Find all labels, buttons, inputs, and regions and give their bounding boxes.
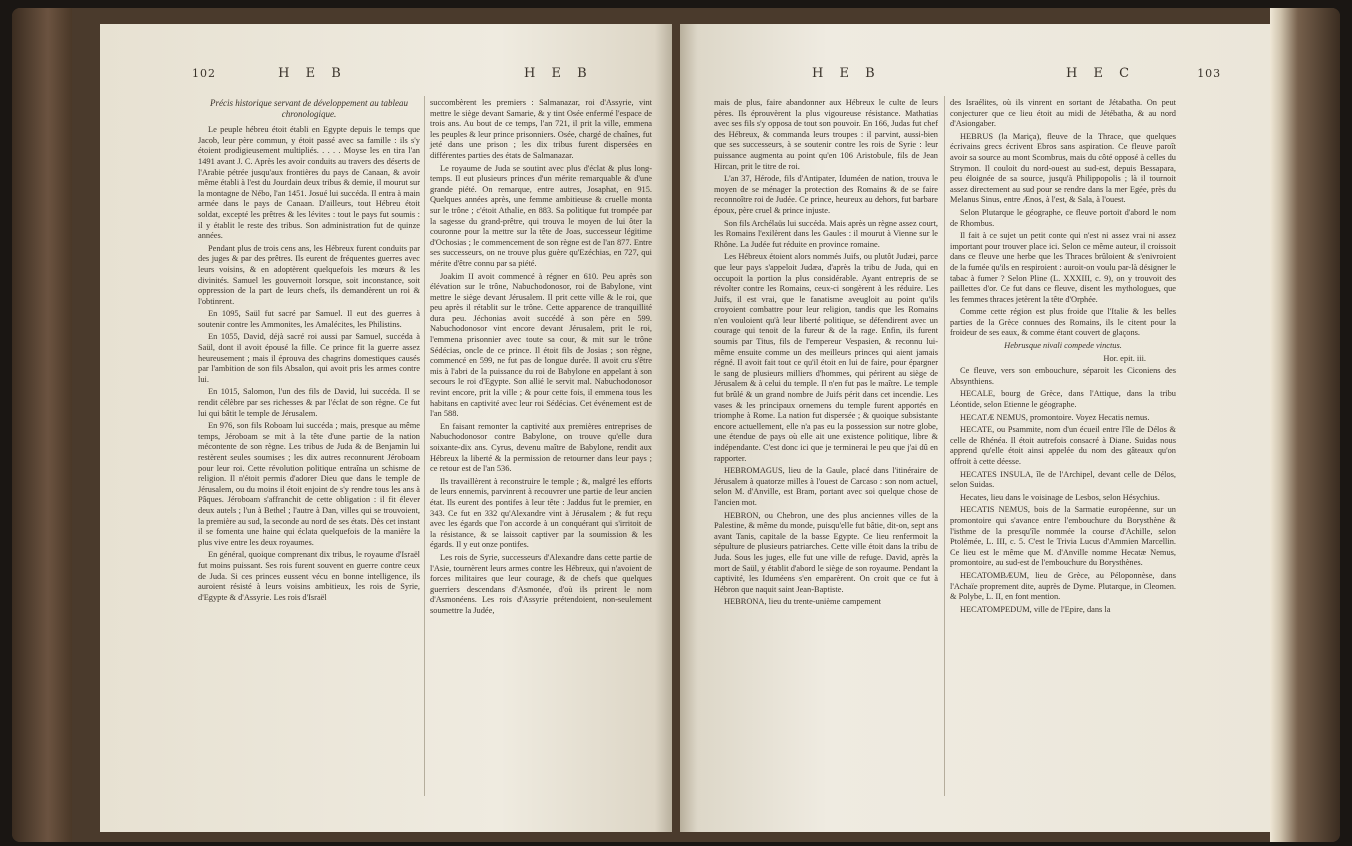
running-head: H E C — [1066, 66, 1136, 81]
running-head: H E B — [278, 66, 347, 81]
entry-hecates-insula: HECATES INSULA, île de l'Archipel, devant celle de Délos, selon Suidas. — [950, 469, 1176, 490]
paragraph: Ce fleuve, vers son embouchure, séparoit les Ciconiens des Absynthiens. — [950, 366, 1176, 386]
open-book — [12, 8, 1340, 842]
paragraph: Joakim II avoit commencé à régner en 610. Peu après son élévation sur le trône, Nabuchodonosor, roi de Babylone, vint mettre le siège devant Jérusalem. Il prit cette ville & le roi, que peu après il rétablit sur le trône. Cette apparence de tranquillité dura peu. Jéchonias avoit succédé à son père en 599. Nabuchodonosor vint encore devant Jérusalem, prit le roi, l'emmena prisonnier avec toute sa cour, & mit sur le trône Sédécias, oncle de ce prince. Il étoit fils de Josias ; son règne, commencé en 599, ne fut pas de longue durée. Il avoit cru s'être mis à l'abri de la puissance du roi de Babylone en appelant à son secours le roi d'Egypte. Son allié le servit mal. Nabuchodonosor revint encore, prit la ville ; & pour cette fois, il emmena tous les habitans en captivité avec leur roi Sédécias. Cet événement est de l'an 588. — [430, 271, 652, 419]
left-page — [100, 24, 672, 832]
entry-hecatis-nemus: HECATIS NEMUS, bois de la Sarmatie européenne, sur un promontoire qui s'avance entre l'embouchure du Borysthène & l'isthme de la presqu'île nommée la course d'Achille, selon Ptolémée, L. III, c. 5. C'est le Trivia Lucus d'Ammien Marcellin. Ce lieu est le même que M. d'Anville nomme Hecatæ Nemus, promontoire, au sud-est de l'embouchure du Borysthènes. — [950, 505, 1176, 568]
right-page — [680, 24, 1270, 832]
paragraph: mais de plus, faire abandonner aux Hébreux le culte de leurs pères. Ils éprouvèrent la plus vigoureuse résistance. Mathatias avec ses fils s'y opposa de tout son pouvoir. En 166, Judas fut chef des Hébreux, & commanda leurs troupes : il parvint, aussi-bien que ses successeurs, à se soutenir contre les rois de Syrie : leur puissance augmenta au point qu'en 106 Aristobule, fils de Jean Hircan, prit le titre de roi. — [714, 98, 938, 171]
paragraph: En 1055, David, déjà sacré roi aussi par Samuel, succéda à Saül, dont il avoit épousé la fille. Ce prince fit la guerre assez heureusement ; mais il éprouva des chagrins domestiques causés par l'ambition de son fils Absalon, qui avoit pris les armes contre lui. — [198, 332, 420, 384]
right-page-header — [1066, 66, 1221, 81]
left-page-column-1 — [198, 98, 420, 605]
verse-quote: Hebrusque nivali compede vinctus. — [1004, 341, 1122, 351]
running-head: H E B — [812, 66, 881, 81]
paragraph: Ils travaillèrent à reconstruire le temple ; &, malgré les efforts de leurs ennemis, parvinrent à recouvrer une partie de leur ancien état. Ils eurent des pontifes à leur tête : Jaddus fut le premier, en 343. Ce fut en 332 qu'Alexandre vint à Jérusalem ; & fut reçu avec les égards que l'on accorde à un conquérant qui s'irritoit de la résistance, & se laissoit captiver par la soumission & les égards. Il y eut onze pontifes. — [430, 476, 652, 550]
paragraph: Comme cette région est plus froide que l'Italie & les belles parties de la Grèce connues des Romains, ils le citent pour la froideur de ses eaux, & comme étant couvert de glaçons. — [950, 307, 1176, 338]
verse-source: Hor. epit. iii. — [1103, 353, 1146, 363]
entry-hebrus: HEBRUS (la Mariça), fleuve de la Thrace, que quelques écrivains grecs écrivent Ebros sans aspiration. Ce fleuve paroît avoir sa source au mont Scombrus, mais du côté opposé à celles du Strymon. Il couloit du nord-ouest au sud-est, depuis Bessapara, peu éloignée de sa source, jusqu'à Philippopolis ; là il tournoit assez directement au sud pour se rendre dans la mer Egée, près du Melanus Sinus, entre Ænos, à l'est, & Sala, à l'ouest. — [950, 131, 1176, 205]
paragraph: Les Hébreux étoient alors nommés Juifs, ou plutôt Judæi, parce que leur pays s'appeloit Judæa, d'après la tribu de Juda, qui en occupoit la portion la plus considérable. Ayant entrepris de se révolter contre les Romains, ceux-ci songèrent à les réduire. Les Juifs, il est vrai, que le fanatisme aveugloit au point qu'ils croyoient combattre pour leur religion, tandis que les Romains n'en vouloient qu'à leur liberté politique, se défendirent avec un courage qui tenoit de la fureur & de la rage. Enfin, ils furent soumis par Titus, fils de l'empereur Vespasien, & reconnu lui-même ensuite comme un des meilleurs princes qui aient jamais régné. Il avoit fait tout ce qu'il étoit en lui de faire, pour épargner le sang de plusieurs milliers d'hommes, qui périrent au siège de Jérusalem & à celui du temple. Il n'en fut pas le maître. Le temple fut brûlé & un grand nombre de Juifs périt dans cet incendie. Les vases & les principaux ornemens du temple furent apportés en triomphe à Rome. La nation fut dispersée ; & quoique subsistante encore actuellement, elle n'a pas eu la possession sur notre globe, une étendue de pays où elle ait une existence politique, libre & indépendante. C'est donc ici que je terminerai le peu que j'ai dû en rapporter. — [714, 252, 938, 463]
paragraph: L'an 37, Hérode, fils d'Antipater, Iduméen de nation, trouva le moyen de se ménager la protection des Romains & de se faire reconnoître roi de Judée. Ce prince, heureux au dehors, fut barbare époux, père cruel & prince injuste. — [714, 174, 938, 215]
entry-hebrona: HEBRONA, lieu du trente-unième campement — [724, 597, 881, 607]
left-page-column-2 — [430, 98, 652, 619]
paragraph: En faisant remonter la captivité aux premières entreprises de Nabuchodonosor contre Babylone, on trouve qu'elle dura soixante-dix ans. Cyrus, devenu maître de Babylone, rendit aux Hébreux la liberté & la permission de retourner dans leur pays ; ce retour est de l'an 536. — [430, 421, 652, 474]
entry-hebromagus: HEBROMAGUS, lieu de la Gaule, placé dans l'itinéraire de Jérusalem à quatorze milles à l'ouest de Carcaso : son nom actuel, selon M. d'Anville, est Bram, portant avec soi quelque chose de l'ancien mot. — [714, 466, 938, 507]
paragraph: Il fait à ce sujet un petit conte qui n'est ni assez vrai ni assez important pour trouver place ici. Selon ce même auteur, il croissoit dans ce fleuve une herbe que les Thraces brûloient & s'enivroient de la fumée qu'ils en respiroient : auroit-on voulu par-là désigner le tabac à fumer ? Selon Pline (L. XXXIII, c. 9), on y trouvoit des paillettes d'or. Ce fut dans ce fleuve, disent les mythologues, que les femmes thraces jetèrent la tête d'Orphée. — [950, 231, 1176, 304]
left-page-header — [192, 66, 347, 81]
running-head: H E B — [524, 66, 593, 81]
paragraph: Le royaume de Juda se soutint avec plus d'éclat & plus long-temps. Il eut plusieurs princes d'un mérite remarquable & d'une grande piété. On remarque, entre autres, Josaphat, en 915. Quelques années après, une femme ambitieuse & cruelle monta sur le trône ; c'étoit Athalie, en 883. Sa politique fut trompée par la sagesse du grand-prêtre, qui trouva le moyen de lui ôter la couronne pour la mettre sur la tête de Joas, successeur légitime d'Ochosias ; le commencement de son règne est de l'an 877. Entre ses successeurs, on ne trouve plus guère qu'Ezéchias, en 727, qui mérite d'être connu par sa piété. — [430, 163, 652, 268]
section-title: Précis historique servant de développement au tableau chronologique. — [210, 98, 408, 119]
paragraph: En 976, son fils Roboam lui succéda ; mais, presque au même temps, Jéroboam se mit à la tête d'une partie de la nation mécontente de son règne. Les tribus de Juda & de Benjamin lui restèrent seules soumises ; les dix autres reconnurent Jéroboam pour leur roi. Cette révolution politique entraîna un schisme de religion. Il n'étoit permis d'adorer Dieu que dans le temple de Jérusalem, ou du moins il étoit enjoint de s'y rendre tous les ans à Pâques. Jéroboam s'affranchit de cette obligation : il fit élever deux autels ; l'un à Bethel ; l'autre à Dan, villes qui se trouvoient, la première au sud, la seconde au nord de ses états. Dès cet instant il se fomenta une haine qui éclata quelquefois de la manière la plus vive entre les deux royaumes. — [198, 421, 420, 547]
paragraph: succombèrent les premiers : Salmanazar, roi d'Assyrie, vint mettre le siège devant Samarie, & y tint Osée enfermé l'espace de trois ans. Au bout de ce temps, l'an 721, il prit la ville, emmena les peuples & leur prince prisonniers. Osée, chargé de chaînes, fut jeté dans une prison ; les dix tribus furent dispersées en différentes parties des états de Salmanazar. — [430, 98, 652, 160]
entry-hecatae-nemus: HECATÆ NEMUS, promontoire. Voyez Hecatis nemus. — [960, 412, 1150, 422]
paragraph: En 1015, Salomon, l'un des fils de David, lui succéda. Il se rendit célèbre par ses richesses & par l'éclat de son règne. Ce fut lui qui bâtit le temple de Jérusalem. — [198, 387, 420, 418]
entry-hecate: HECATE, ou Psammite, nom d'un écueil entre l'île de Délos & celle de Rhénéa. Il étoit autrefois consacré à Diane. Suidas nous apprend qu'elle étoit ainsi appelée du nom des gâteaux qu'on offroit à cette déesse. — [950, 425, 1176, 466]
right-page-column-2 — [950, 98, 1176, 617]
entry-hecale: HECALE, bourg de Grèce, dans l'Attique, dans la tribu Léontide, selon Etienne le géographe. — [950, 389, 1176, 410]
book-cover-right — [1270, 8, 1340, 842]
paragraph: Pendant plus de trois cens ans, les Hébreux furent conduits par des juges & par des prêtres. Ils eurent de fréquentes guerres avec leurs voisins, & en adoptèrent quelquefois les mœurs & les divinités. Samuel les gouvernoit lorsque, soit inconstance, soit oppression de la part de leurs chefs, ils demandèrent un roi & l'obtinrent. — [198, 243, 420, 306]
paragraph: Selon Plutarque le géographe, ce fleuve portoit d'abord le nom de Rhombus. — [950, 207, 1176, 228]
entry-hecatompedum: HECATOMPEDUM, ville de l'Epire, dans la — [960, 604, 1111, 614]
paragraph: Son fils Archélaüs lui succéda. Mais après un règne assez court, les Romains l'exilèrent dans les Gaules : il mourut à Vienne sur le Rhône. La Judée fut réduite en province romaine. — [714, 218, 938, 249]
page-number: 103 — [1197, 67, 1222, 80]
column-divider — [944, 96, 945, 796]
book-cover-left — [12, 8, 72, 842]
column-divider — [424, 96, 425, 796]
entry-hecatombaeum: HECATOMBÆUM, lieu de Grèce, au Péloponnèse, dans l'Achaïe proprement dite, auprès de Dyme. Plutarque, in Cleomen. & Polybe, L. II, en font mention. — [950, 570, 1176, 602]
paragraph: Le peuple hébreu étoit établi en Egypte depuis le temps que Jacob, leur père commun, y étoit passé avec sa famille : ils s'y étoient prodigieusement multipliés. . . . . Moyse les en tira l'an 1491 avant J. C. Après les avoir conduits au travers des déserts de l'Arabie pétrée jusqu'aux frontières du pays de Canaan, & avoir même établi à l'est du Jourdain deux tribus & demie, il mourut sur la montagne de Nébo, l'an 1451. Josué lui succéda. Il entra à main armée dans le pays de Canaan. D'ailleurs, tout Hébreu étoit soldat, excepté les prêtres & les lévites : tout le pays fut soumis : il y établit le reste des tribus. Son administration fut de quinze années. — [198, 125, 420, 241]
right-page-column-1 — [714, 98, 938, 610]
paragraph: En général, quoique comprenant dix tribus, le royaume d'Israël fut moins puissant. Ses rois furent souvent en guerre contre ceux de Juda. Si ces princes eussent vécu en bonne intelligence, ils auroient résisté à leurs voisins ambitieux, les rois de Syrie, d'Egypte & d'Assyrie. Les rois d'Israël — [198, 550, 420, 602]
paragraph: En 1095, Saül fut sacré par Samuel. Il eut des guerres à soutenir contre les Ammonites, les Amalécites, les Philistins. — [198, 309, 420, 329]
page-number: 102 — [192, 67, 216, 80]
paragraph: des Israélites, où ils vinrent en sortant de Jétabatha. On peut conjecturer que ce lieu étoit au midi de Jétébatha, & au nord d'Asiongaber. — [950, 98, 1176, 129]
entry-hebron: HEBRON, ou Chebron, une des plus anciennes villes de la Palestine, & même du monde, puisqu'elle fut bâtie, dit-on, sept ans avant Tanis, capitale de la basse Egypte. Ce lieu renfermoit la sépulture de plusieurs patriarches. Cette ville étoit dans la tribu de Juda. Sous les juges, elle fut une ville de refuge. David, après la mort de Saül, y établit d'abord le siège de son royaume. Pendant la captivité, les Iduméens s'en emparèrent. On croit que ce fut à Hébron que naquit saint Jean-Baptiste. — [714, 510, 938, 594]
entry-hecates: Hecates, lieu dans le voisinage de Lesbos, selon Hésychius. — [960, 492, 1160, 502]
paragraph: Les rois de Syrie, successeurs d'Alexandre dans cette partie de l'Asie, tournèrent leurs armes contre les Hébreux, qui n'avoient de forces militaires que leur courage, & de chefs que quelques guerriers descendans d'Asmonée, d'où ils prirent le nom d'Asmonéens. Les rois d'Assyrie prétendoient, non-seulement soumettre la Judée, — [430, 552, 652, 615]
